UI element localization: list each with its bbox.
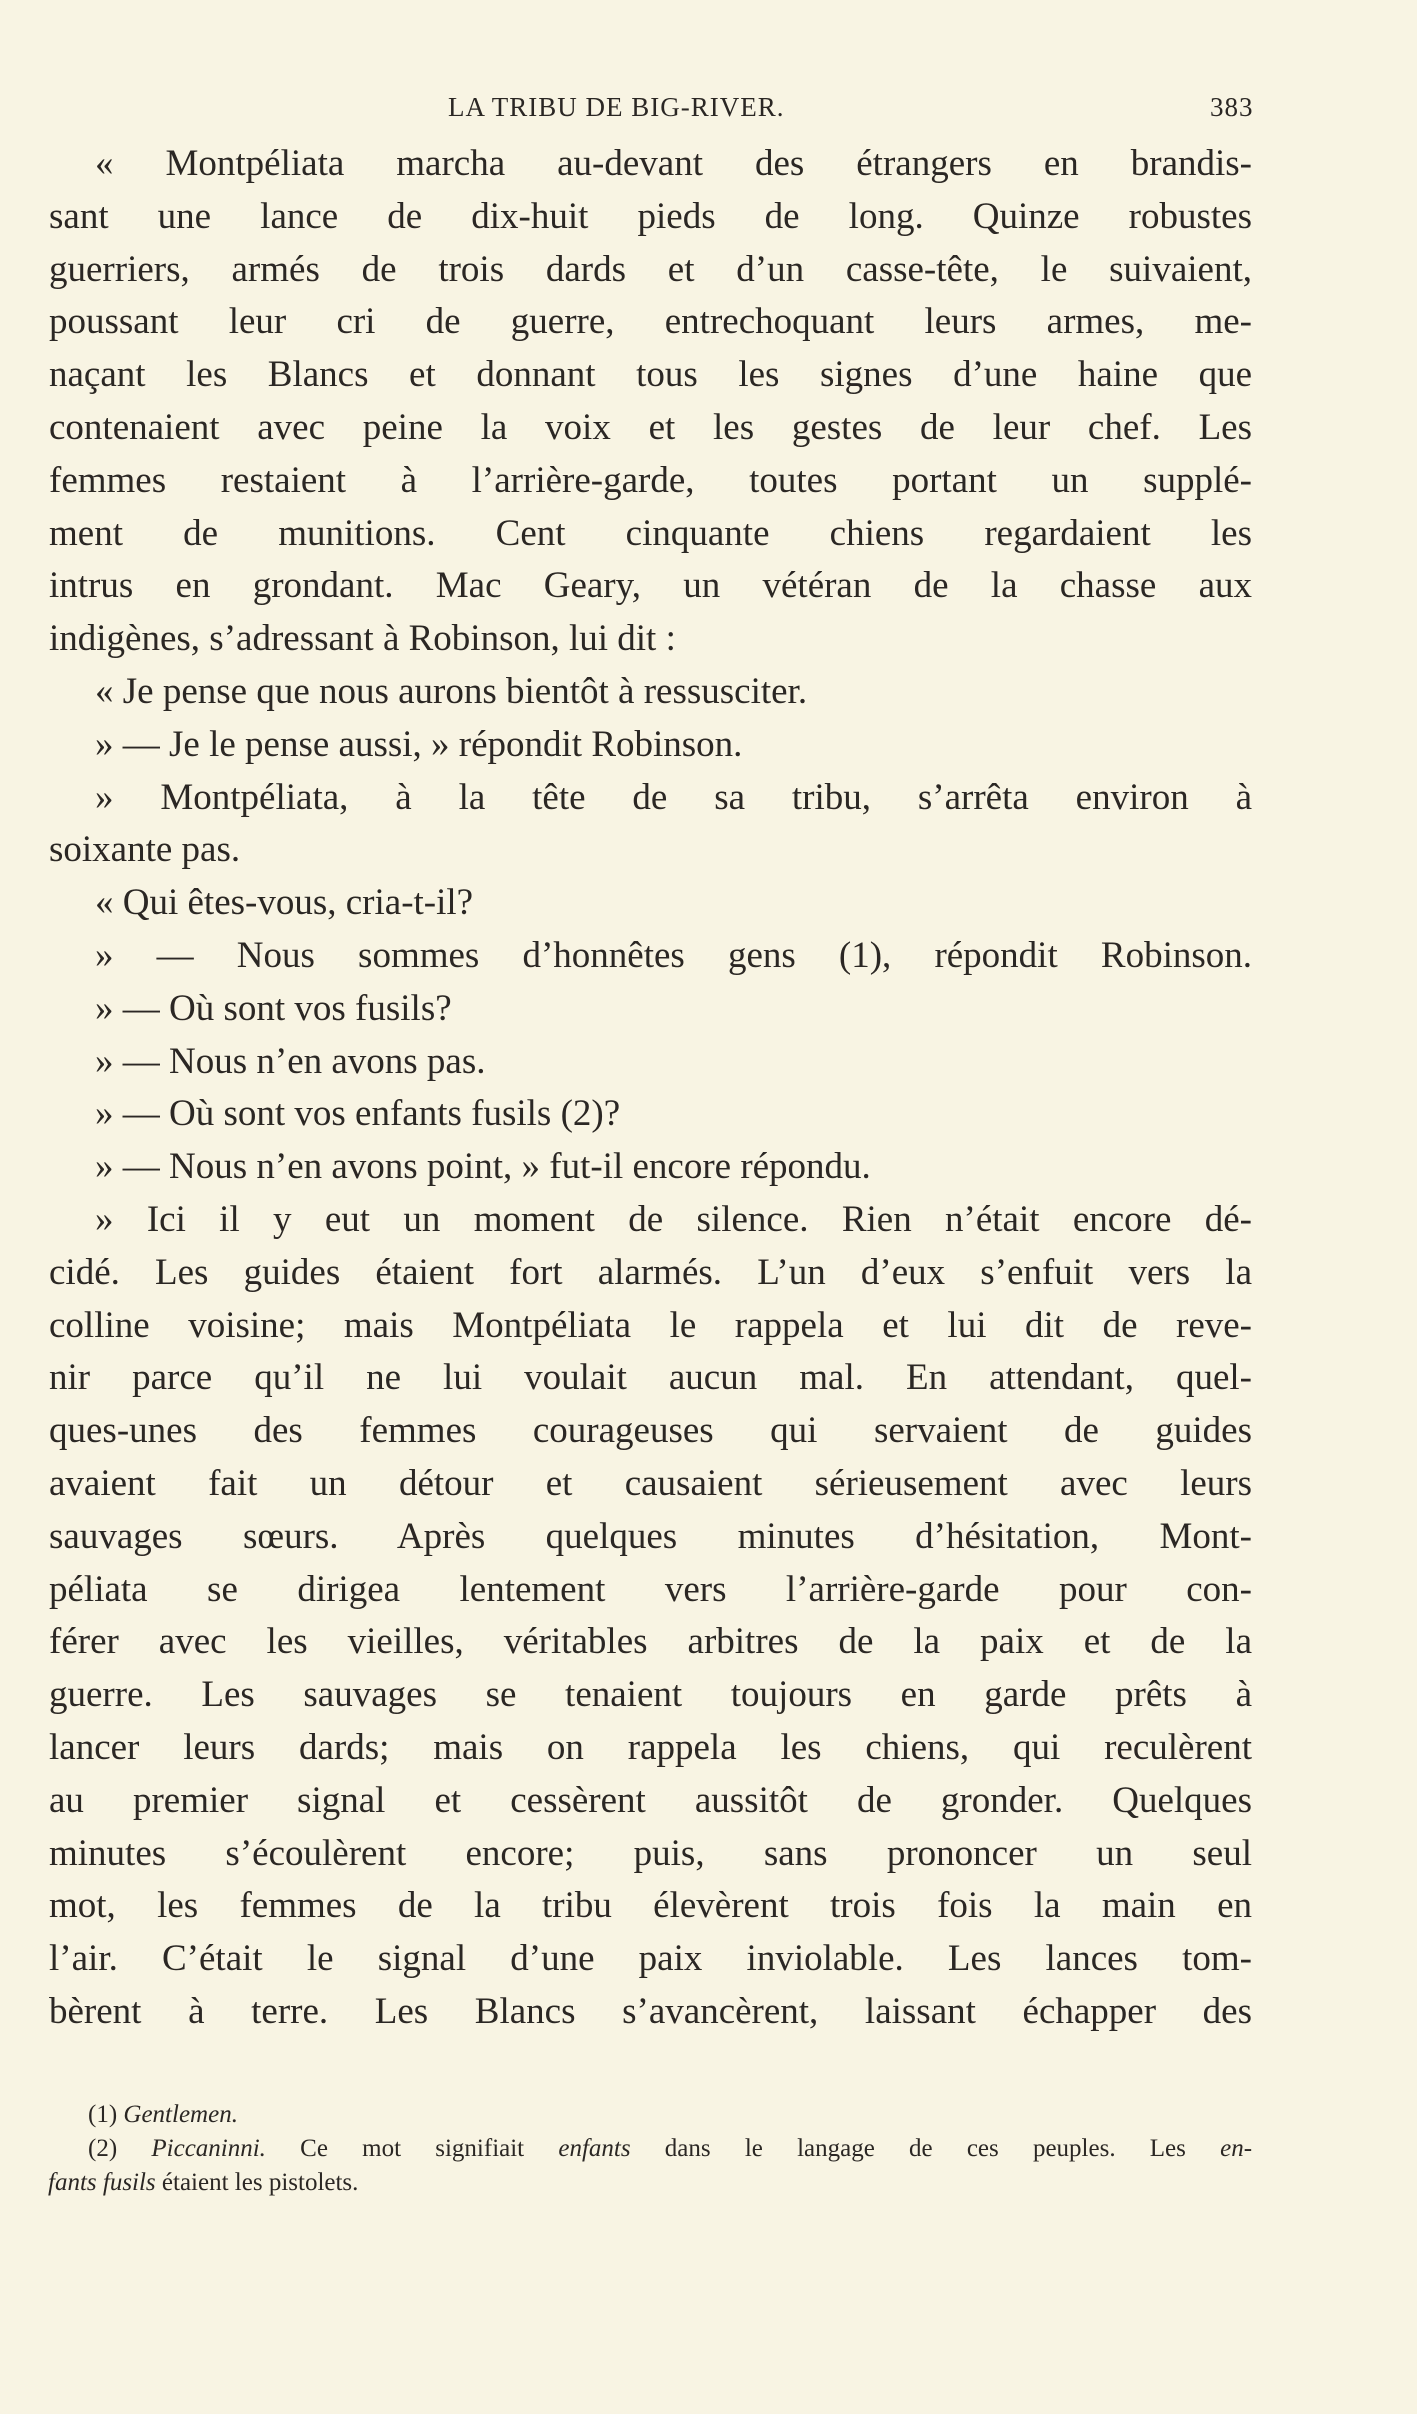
text-line: l’air. C’était le signal d’une paix inviolable. Les lances tom- — [49, 1938, 1252, 1980]
text-line: » — Où sont vos enfants fusils (2)? — [95, 1093, 621, 1135]
text-line: » — Nous n’en avons pas. — [95, 1040, 486, 1082]
footnote-term: Gentlemen. — [123, 2101, 238, 2128]
text-line: » Ici il y eut un moment de silence. Rien n’était encore dé- — [95, 1198, 1252, 1240]
text-line: férer avec les vieilles, véritables arbitres de la paix et de la — [49, 1621, 1252, 1663]
text-line: sauvages sœurs. Après quelques minutes d’hésitation, Mont- — [49, 1515, 1252, 1557]
footnote-italic: enfants — [558, 2135, 631, 2162]
text-line: guerriers, armés de trois dards et d’un casse-tête, le suivaient, — [49, 248, 1252, 290]
footnote-text: Ce mot signifiait — [300, 2135, 525, 2162]
text-line: au premier signal et cessèrent aussitôt de gronder. Quelques — [49, 1779, 1252, 1821]
text-line: contenaient avec peine la voix et les gestes de leur chef. Les — [49, 406, 1252, 448]
text-line: « Je pense que nous aurons bientôt à ressusciter. — [95, 670, 808, 712]
page-number: 383 — [1210, 92, 1254, 122]
footnote-2 — [88, 2132, 1252, 2166]
text-line: soixante pas. — [49, 829, 241, 871]
text-line: cidé. Les guides étaient fort alarmés. L’un d’eux s’enfuit vers la — [49, 1251, 1252, 1293]
running-title: LA TRIBU DE BIG-RIVER. — [448, 92, 785, 122]
running-header — [0, 92, 1417, 126]
footnote-text: dans le langage de ces peuples. Les — [664, 2135, 1186, 2162]
text-line: « Qui êtes-vous, cria-t-il? — [95, 882, 474, 924]
text-line: » — Où sont vos fusils? — [95, 987, 452, 1029]
text-line: femmes restaient à l’arrière-garde, toutes portant un supplé- — [49, 459, 1252, 501]
text-line: poussant leur cri de guerre, entrechoquant leurs armes, me- — [49, 301, 1252, 343]
footnote-marker: (1) — [88, 2101, 118, 2128]
footnote-italic: en- — [1220, 2135, 1253, 2162]
footnote-1 — [88, 2098, 1252, 2132]
text-line: avaient fait un détour et causaient sérieusement avec leurs — [49, 1462, 1252, 1504]
text-line: ques-unes des femmes courageuses qui servaient de guides — [49, 1410, 1252, 1452]
text-line: minutes s’écoulèrent encore; puis, sans prononcer un seul — [49, 1832, 1252, 1874]
text-line: péliata se dirigea lentement vers l’arrière-garde pour con- — [49, 1568, 1252, 1610]
footnote-italic: fants fusils — [48, 2169, 156, 2196]
text-line: indigènes, s’adressant à Robinson, lui dit : — [49, 618, 676, 660]
text-line: « Montpéliata marcha au-devant des étrangers en brandis- — [95, 143, 1252, 184]
footnote-2-continued — [48, 2166, 1252, 2200]
body-text — [49, 138, 1252, 2039]
footnote-marker: (2) — [88, 2135, 118, 2162]
text-line: colline voisine; mais Montpéliata le rappela et lui dit de reve- — [49, 1304, 1252, 1346]
text-line: intrus en grondant. Mac Geary, un vétéran de la chasse aux — [49, 565, 1252, 607]
text-line: » Montpéliata, à la tête de sa tribu, s’arrêta environ à — [95, 776, 1252, 818]
text-line: guerre. Les sauvages se tenaient toujours en garde prêts à — [49, 1674, 1252, 1716]
text-line: » — Nous n’en avons point, » fut-il encore répondu. — [95, 1146, 871, 1188]
text-line: mot, les femmes de la tribu élevèrent trois fois la main en — [49, 1885, 1252, 1927]
text-line: » — Je le pense aussi, » répondit Robinson. — [95, 723, 743, 765]
footnote-term: Piccaninni. — [151, 2135, 266, 2162]
text-line: naçant les Blancs et donnant tous les signes d’une haine que — [49, 354, 1252, 396]
text-line: lancer leurs dards; mais on rappela les chiens, qui reculèrent — [49, 1726, 1252, 1768]
footnotes — [48, 2098, 1253, 2200]
text-line: » — Nous sommes d’honnêtes gens (1), répondit Robinson. — [95, 934, 1252, 976]
text-line: nir parce qu’il ne lui voulait aucun mal. En attendant, quel- — [49, 1357, 1252, 1399]
text-line: ment de munitions. Cent cinquante chiens regardaient les — [49, 512, 1252, 554]
footnote-text: étaient les pistolets. — [161, 2169, 359, 2196]
text-line: bèrent à terre. Les Blancs s’avancèrent, laissant échapper des — [49, 1990, 1252, 2032]
text-line: sant une lance de dix-huit pieds de long. Quinze robustes — [49, 195, 1252, 237]
